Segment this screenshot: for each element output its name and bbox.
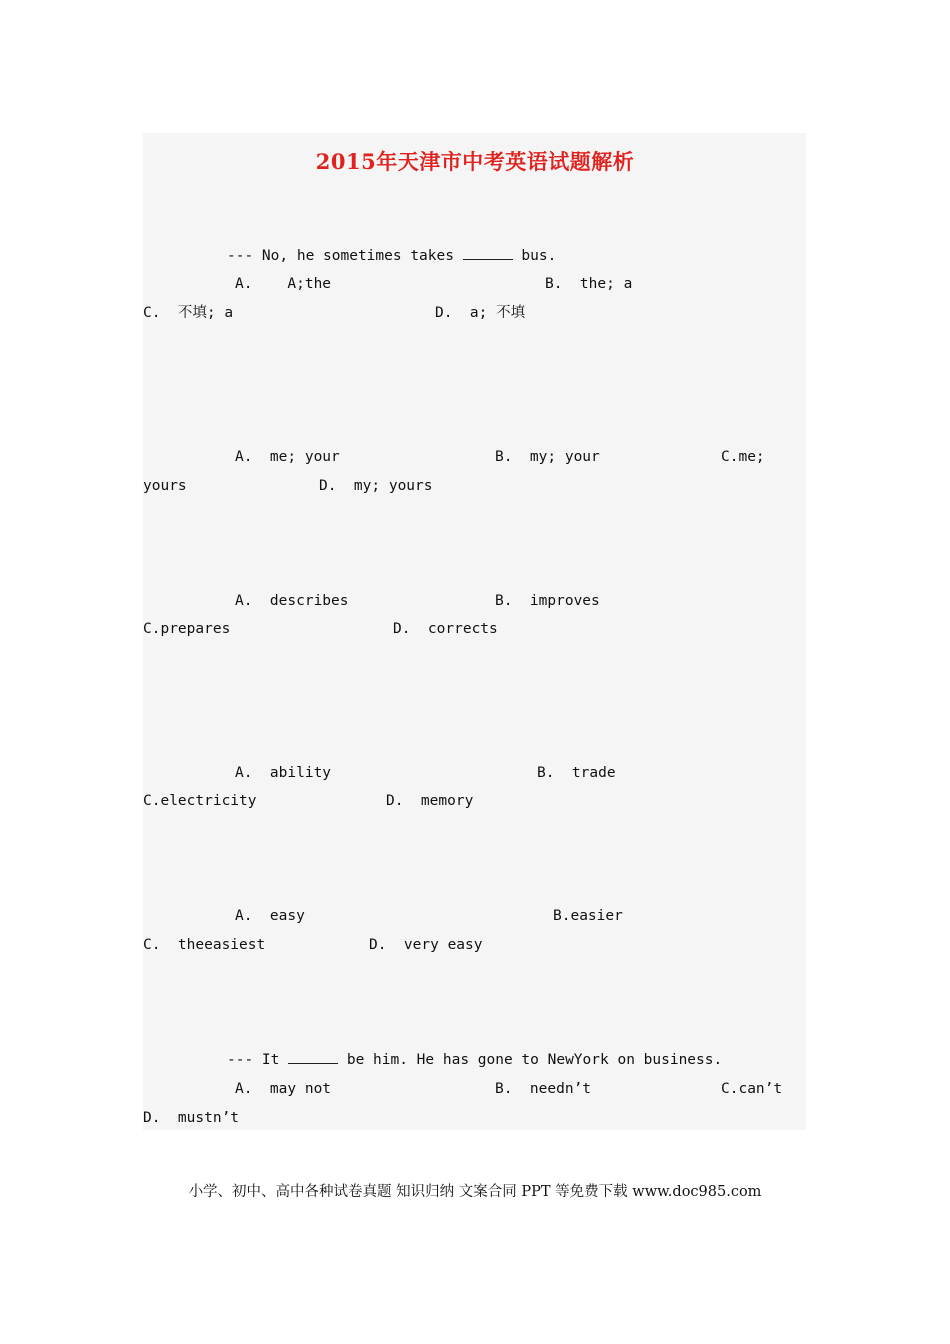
q25-answer [143,992,806,1014]
option-b: B. the; a [545,276,633,292]
option-a: A. easy [235,908,305,924]
q23-explanation-2 [143,676,806,698]
option-d: D. mustn’t [143,1110,240,1126]
q23-answer [143,705,806,727]
q25-options-ab [143,905,806,927]
q21-explanation [143,331,806,353]
page-title: 2015年天津市中考英语试题解析 [315,149,635,174]
q24-options-cd [143,790,806,812]
option-a: A. ability [235,765,332,781]
q21-stem [143,216,806,238]
option-a: A. A;the [235,276,332,292]
option-b: B. trade [537,765,616,781]
q24-options-ab [143,762,806,784]
q22-stem [143,417,806,439]
section-heading [143,187,806,209]
q21-answer [143,388,806,410]
option-d: D. very easy [369,937,483,953]
q22-explanation [143,503,806,525]
q26-options-d [143,1107,806,1129]
option-d: D. a; 不填 [435,305,526,321]
answer-blank [288,1049,338,1064]
q23-stem [143,561,806,583]
option-d: D. memory [386,793,474,809]
q25-stem [143,877,806,899]
q25-explanation [143,963,806,985]
answer-blank [463,245,513,260]
q24-explanation-2 [143,848,806,870]
q21-explanation-2 [143,360,806,382]
q24-stem [143,733,806,755]
q21-options-ab [143,273,806,295]
option-a: A. describes [235,593,349,609]
q25-options-cd [143,934,806,956]
option-c: C.can’t [721,1081,783,1097]
q21-options-cd [143,302,806,324]
option-c: C.prepares [143,621,231,637]
option-b: B.easier [553,908,623,924]
q24-explanation [143,819,806,841]
q22-explanation-2 [143,532,806,554]
option-b: B. needn’t [495,1081,592,1097]
option-c: C. 不填; a [143,305,234,321]
q23-options-cd [143,618,806,640]
option-a: A. me; your [235,449,340,465]
option-d: D. my; yours [319,478,433,494]
q26-options-abc [143,1078,806,1100]
option-c: C. theeasiest [143,937,266,953]
option-b: B. my; your [495,449,600,465]
q21-stem2: --- No, he sometimes takes bus. [143,245,806,267]
option-d: D. corrects [393,621,498,637]
q23-explanation [143,647,806,669]
q26-stem [143,1020,806,1042]
q22-options-cd [143,475,806,497]
option-b: B. improves [495,593,600,609]
option-c-cont: yours [143,478,187,494]
option-c: C.me; [721,449,765,465]
q23-options-ab [143,590,806,612]
footer-download-notice: 小学、初中、高中各种试卷真题 知识归纳 文案合同 PPT 等免费下载 www.doc985.com [188,1184,762,1200]
option-c: C.electricity [143,793,257,809]
option-a: A. may not [235,1081,332,1097]
q22-options-abc [143,446,806,468]
q26-stem2: --- It be him. He has gone to NewYork on business. [143,1049,806,1071]
